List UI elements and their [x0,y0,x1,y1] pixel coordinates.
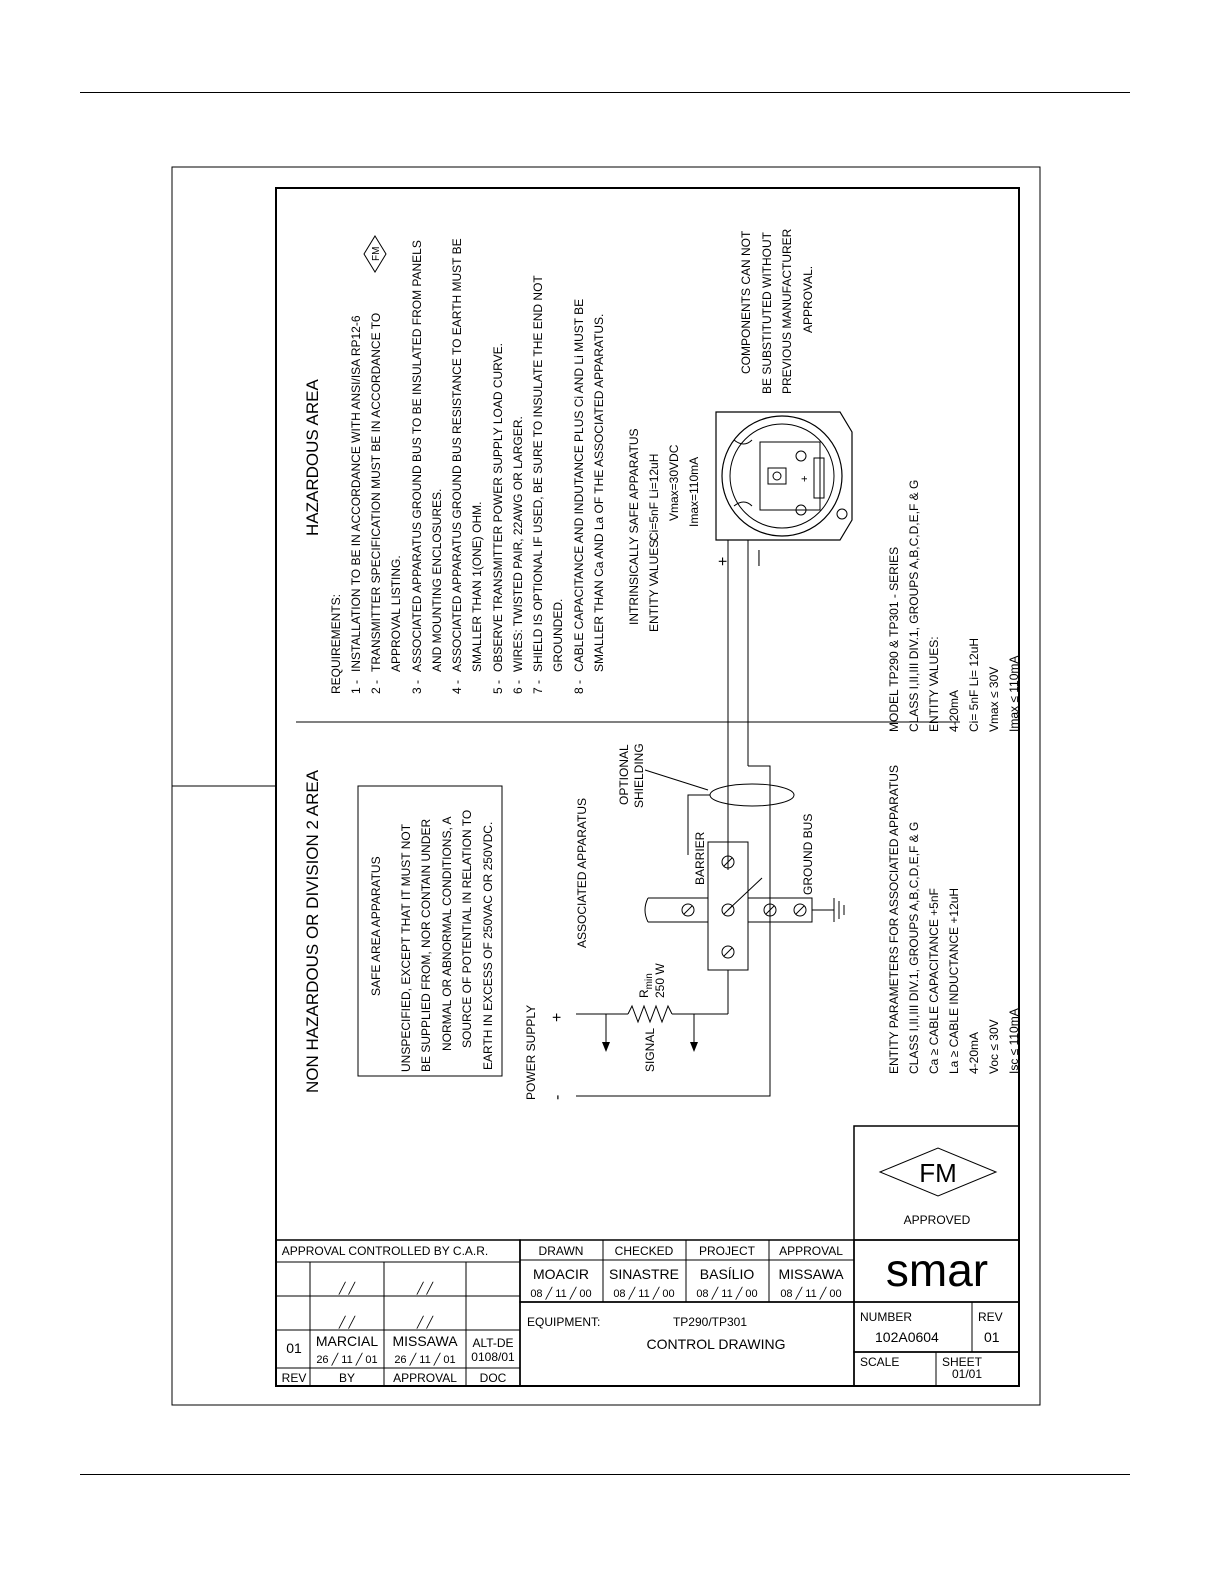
req-line: SMALLER THAN Ca AND La OF THE ASSOCIATED APPARATUS. [592,313,606,672]
drawing-frame [276,188,1019,1386]
req-num: 7 - [531,679,545,694]
components-note-line: APPROVAL. [801,265,815,333]
req-num: 2 - [369,679,383,694]
rmin-label: $R_{min}$ [637,973,655,998]
rev-row-by: MARCIAL [315,1333,379,1349]
req-num: 1 - [349,679,363,694]
req-line: SMALLER THAN 1(ONE) OHM. [470,501,484,672]
shielding-label: SHIELDING [632,743,646,808]
drawn-header: DRAWN [538,1244,584,1258]
components-note-line: PREVIOUS MANUFACTURER [780,228,794,394]
model-block [887,480,1021,732]
entity-param-line: Ca ≥ CABLE CAPACITANCE +5nF [927,888,941,1074]
is-entity-value: Vmax=30VDC [667,444,681,521]
model-line: Ci= 5nF Li= 12uH [967,637,981,732]
model-line: ENTITY VALUES: [927,636,941,732]
optional-label: OPTIONAL [617,744,631,805]
title-block [276,1126,1019,1386]
req-num: 4 - [450,679,464,694]
model-line: 4-20mA [947,689,961,732]
model-line: MODEL TP290 & TP301 - SERIES [887,546,901,732]
safe-area-line: EARTH IN EXCESS OF 250VAC OR 250VDC. [481,821,495,1070]
optional-shielding-ellipse [710,784,794,806]
entity-param-line: ENTITY PARAMETERS FOR ASSOCIATED APPARATUS [887,765,901,1074]
project-date: 08 ╱ 11 ╱ 00 [696,1288,758,1300]
associated-apparatus-label: ASSOCIATED APPARATUS [575,797,589,948]
sheet-label: SHEET [942,1355,983,1369]
approval-controlled: APPROVAL CONTROLLED BY C.A.R. [281,1244,489,1258]
safe-area-line: SOURCE OF POTENTIAL IN RELATION TO [460,809,474,1048]
rev-row-by-date: 26 ╱ 11 ╱ 01 [316,1354,378,1366]
entity-param-line: Voc ≤ 30V [987,1019,1001,1074]
drawn-name: MOACIR [533,1266,589,1282]
scale-label: SCALE [860,1355,900,1369]
drawn-date: 08 ╱ 11 ╱ 00 [530,1288,592,1300]
approval-date: 08 ╱ 11 ╱ 00 [780,1288,842,1300]
smar-logo: smar [885,1244,989,1296]
rev-row-doc: ALT-DE [472,1336,514,1350]
req-line: OBSERVE TRANSMITTER POWER SUPPLY LOAD CURVE. [491,343,505,672]
blank-date: ╱ ╱ [338,1317,356,1329]
power-plus: + [549,1012,566,1022]
model-line: Imax ≤ 110mA [1007,655,1021,732]
safe-area-title: SAFE AREA APPARATUS [369,856,383,996]
safe-area-line: NORMAL OR ABNORMAL CONDITIONS, A [440,816,454,1051]
rev-row-approval-date: 26 ╱ 11 ╱ 01 [394,1354,456,1366]
blank-date: ╱ ╱ [416,1283,434,1295]
rev-row-approval: MISSAWA [392,1333,458,1349]
fm-approved-text: APPROVED [903,1213,971,1227]
fm-mark-text: FM [371,246,382,261]
components-note-line: BE SUBSTITUTED WITHOUT [760,232,774,394]
barrier-label: BARRIER [693,831,707,885]
signal-label: SIGNAL [643,1027,657,1072]
ground-bus-bar [648,898,812,922]
is-entity-label: ENTITY VALUES: [647,536,661,632]
footer-rev: REV [281,1371,307,1385]
checked-date: 08 ╱ 11 ╱ 00 [613,1288,675,1300]
project-header: PROJECT [698,1244,756,1258]
req-num: 5 - [491,679,505,694]
project-name: BASÍLIO [699,1266,755,1282]
footer-doc: DOC [479,1371,507,1385]
model-line: CLASS I,II,III DIV.1, GROUPS A,B,C,D,E,F & G [907,479,921,732]
req-line: SHIELD IS OPTIONAL IF USED, BE SURE TO INSULATE THE END NOT [531,275,545,672]
req-line: WIRES: TWISTED PAIR, 22AWG OR LARGER. [511,416,525,672]
req-line: GROUNDED. [551,598,565,672]
transmitter-housing [716,412,852,540]
checked-header: CHECKED [614,1244,674,1258]
zone-labels [303,379,322,1093]
entity-parameters [887,765,1021,1074]
is-entity-value: Ci=5nF Li=12uH [647,453,661,541]
req-line: CABLE CAPACITANCE AND INDUTANCE PLUS Ci AND Li MUST BE [572,298,586,672]
requirements [329,236,606,694]
power-minus: - [549,1094,566,1100]
rev-row-rev: 01 [286,1340,302,1356]
entity-param-line: La ≥ CABLE INDUCTANCE +12uH [947,887,961,1074]
req-line: ASSOCIATED APPARATUS GROUND BUS TO BE INSULATED FROM PANELS [410,240,424,672]
entity-param-line: CLASS I,II,III DIV.1, GROUPS A,B,C,D,E,F & G [907,821,921,1074]
equipment-label: EQUIPMENT: [527,1315,601,1329]
entity-param-line: 4-20mA [967,1031,981,1074]
req-line: ASSOCIATED APPARATUS GROUND BUS RESISTANCE TO EARTH MUST BE [450,238,464,672]
req-line: INSTALLATION TO BE IN ACCORDANCE WITH ANSI/ISA RP12-6 [349,315,363,672]
shielding-leader [645,770,708,790]
barrier-internal-link [728,878,762,910]
drawing-number: 102A0604 [875,1329,939,1345]
is-entity-value: Imax=110mA [687,456,701,527]
approval-name: MISSAWA [778,1266,844,1282]
drawing-title: CONTROL DRAWING [646,1336,786,1352]
req-num: 3 - [410,679,424,694]
checked-name: SINASTRE [608,1266,680,1282]
transmitter-minus: — [750,550,767,566]
rev-label: REV [978,1310,1003,1324]
rev-row-doc: 0108/01 [471,1350,515,1364]
number-label: NUMBER [860,1310,913,1324]
terminal-plus: + [799,475,811,482]
requirements-title: REQUIREMENTS: [329,593,343,694]
transmitter-plus: + [715,556,732,566]
components-note-line: COMPONENTS CAN NOT [739,230,753,374]
safe-area-line: BE SUPPLIED FROM, NOR CONTAIN UNDER [419,818,433,1072]
footer-approval: APPROVAL [393,1371,457,1385]
fm-logo-text: FM [919,1158,957,1188]
entity-param-line: Isc ≤ 110mA [1007,1008,1021,1074]
model-line: Vmax ≤ 30V [987,666,1001,732]
footer-by: BY [338,1371,356,1385]
power-supply-label: POWER SUPPLY [524,1004,538,1100]
r-power-label: 250 W [653,963,667,998]
is-apparatus-title: INTRINSICALLY SAFE APPARATUS [627,428,641,625]
zone-left-label: NON HAZARDOUS OR DIVISION 2 AREA [303,769,322,1093]
safe-area-line: UNSPECIFIED, EXCEPT THAT IT MUST NOT [399,823,413,1072]
req-line: APPROVAL LISTING. [389,555,403,672]
zone-right-label: HAZARDOUS AREA [303,379,322,536]
equipment-value: TP290/TP301 [672,1315,748,1329]
req-line: AND MOUNTING ENCLOSURES. [430,488,444,672]
req-num: 6 - [511,679,525,694]
rev-value: 01 [984,1329,1000,1345]
ground-bus-label: GROUND BUS [801,813,815,895]
approval-header: APPROVAL [779,1244,843,1258]
blank-date: ╱ ╱ [338,1283,356,1295]
sheet-value: 01/01 [952,1367,983,1381]
req-num: 8 - [572,679,586,694]
blank-date: ╱ ╱ [416,1317,434,1329]
req-line: TRANSMITTER SPECIFICATION MUST BE IN ACCORDANCE TO [369,312,383,672]
resistor-icon [628,1006,672,1022]
